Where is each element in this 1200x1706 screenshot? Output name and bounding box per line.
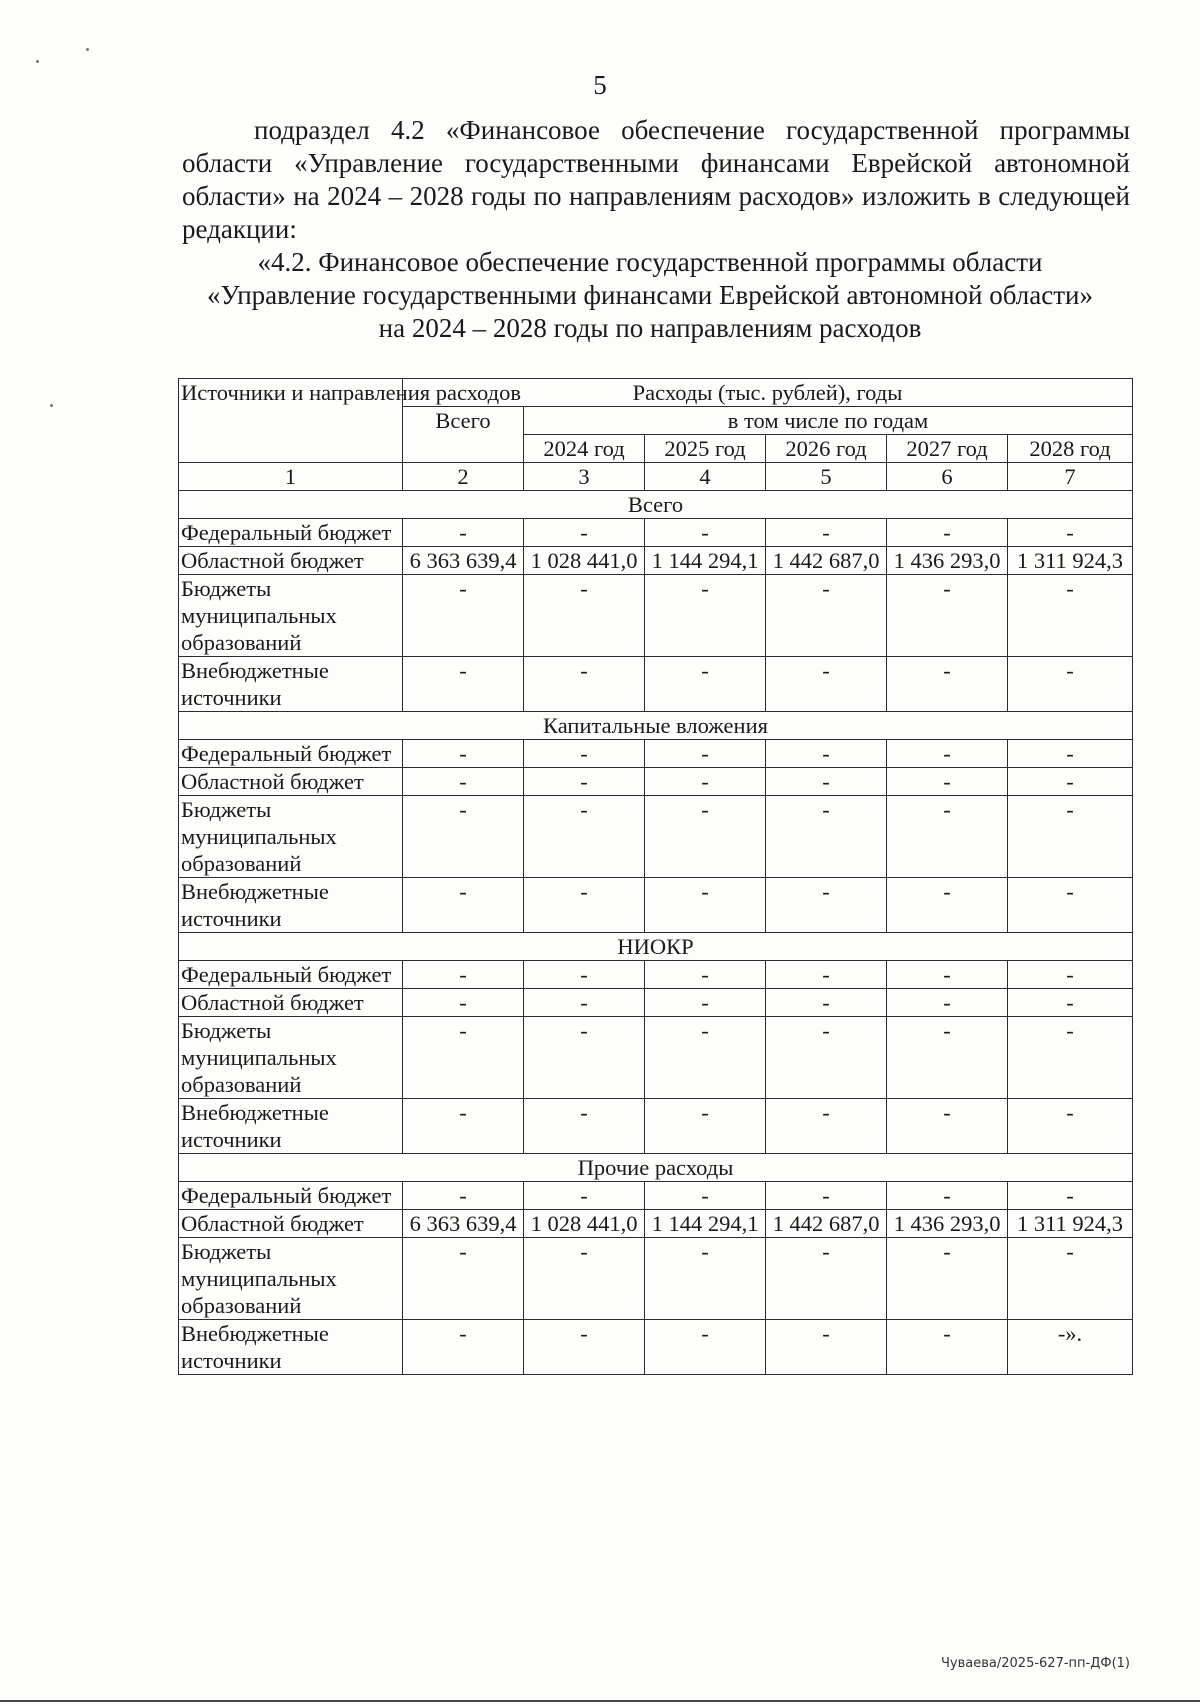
scan-bottom-edge — [0, 1700, 1200, 1702]
scan-speck — [50, 404, 53, 407]
header-year-cell: 2026 год — [766, 435, 887, 463]
header-expenses-cell: Расходы (тыс. рублей), годы — [403, 379, 1133, 407]
row-label-cell: Областной бюджет — [179, 547, 403, 575]
value-cell: - — [1008, 989, 1133, 1017]
value-cell: - — [1008, 657, 1133, 712]
value-cell: - — [403, 989, 524, 1017]
table-row — [179, 547, 1133, 575]
column-number-cell: 7 — [1008, 463, 1133, 491]
column-number-row — [179, 463, 1133, 491]
table-row — [179, 1099, 1133, 1154]
column-number-cell: 3 — [524, 463, 645, 491]
page-number: 5 — [593, 70, 607, 100]
value-cell: - — [645, 657, 766, 712]
value-cell: - — [766, 796, 887, 878]
value-cell: - — [887, 1238, 1008, 1320]
value-cell: - — [887, 1320, 1008, 1375]
header-row-1 — [179, 379, 1133, 407]
section-header-row — [179, 491, 1133, 519]
value-cell: - — [645, 519, 766, 547]
value-cell: - — [766, 768, 887, 796]
row-label-cell: Областной бюджет — [179, 1210, 403, 1238]
value-cell: - — [1008, 878, 1133, 933]
header-sources-cell: Источники и направления расходов — [179, 379, 403, 463]
value-cell: - — [766, 740, 887, 768]
financing-table-body — [179, 379, 1133, 1375]
row-label-cell: Областной бюджет — [179, 989, 403, 1017]
value-cell: 1 442 687,0 — [766, 1210, 887, 1238]
value-cell: - — [887, 1099, 1008, 1154]
row-label-cell: Областной бюджет — [179, 768, 403, 796]
table-row — [179, 519, 1133, 547]
value-cell: - — [403, 740, 524, 768]
value-cell: - — [1008, 575, 1133, 657]
value-cell: - — [403, 1017, 524, 1099]
value-cell: - — [887, 575, 1008, 657]
footer-document-code: Чуваева/2025-627-пп-ДФ(1) — [941, 1656, 1130, 1671]
value-cell: - — [403, 575, 524, 657]
value-cell: - — [524, 519, 645, 547]
row-label-cell: Бюджеты муниципальных образований — [179, 575, 403, 657]
section-heading — [150, 246, 1150, 345]
value-cell: - — [524, 740, 645, 768]
row-label-cell: Бюджеты муниципальных образований — [179, 796, 403, 878]
header-total-cell: Всего — [403, 407, 524, 463]
header-year-cell: 2027 год — [887, 435, 1008, 463]
table-row — [179, 1017, 1133, 1099]
value-cell: - — [403, 796, 524, 878]
section-header-row — [179, 933, 1133, 961]
value-cell: - — [645, 878, 766, 933]
value-cell: - — [645, 1320, 766, 1375]
row-label-cell: Федеральный бюджет — [179, 519, 403, 547]
row-label-cell: Внебюджетные источники — [179, 1099, 403, 1154]
value-cell: - — [524, 989, 645, 1017]
heading-line-3: на 2024 – 2028 годы по направлениям расходов — [378, 313, 922, 343]
value-cell: - — [1008, 1182, 1133, 1210]
value-cell: 1 311 924,3 — [1008, 1210, 1133, 1238]
value-cell: - — [524, 1099, 645, 1154]
table-row — [179, 1320, 1133, 1375]
value-cell: - — [1008, 519, 1133, 547]
value-cell: - — [766, 989, 887, 1017]
value-cell: - — [524, 878, 645, 933]
section-title-cell: Всего — [179, 491, 1133, 519]
value-cell: 6 363 639,4 — [403, 547, 524, 575]
value-cell: - — [766, 575, 887, 657]
column-number-cell: 5 — [766, 463, 887, 491]
value-cell: - — [887, 961, 1008, 989]
row-label-cell: Федеральный бюджет — [179, 961, 403, 989]
value-cell: - — [403, 1099, 524, 1154]
value-cell: - — [766, 1017, 887, 1099]
value-cell: - — [887, 1017, 1008, 1099]
value-cell: - — [887, 1182, 1008, 1210]
value-cell: - — [766, 657, 887, 712]
column-number-cell: 1 — [179, 463, 403, 491]
value-cell: - — [887, 989, 1008, 1017]
value-cell: - — [645, 1017, 766, 1099]
value-cell: - — [887, 740, 1008, 768]
value-cell: - — [1008, 1017, 1133, 1099]
value-cell: - — [403, 1320, 524, 1375]
value-cell: - — [403, 1182, 524, 1210]
table-row — [179, 657, 1133, 712]
value-cell: 1 144 294,1 — [645, 547, 766, 575]
value-cell: -». — [1008, 1320, 1133, 1375]
value-cell: - — [645, 575, 766, 657]
heading-line-1: «4.2. Финансовое обеспечение государственной программы области — [257, 247, 1043, 277]
value-cell: - — [1008, 1238, 1133, 1320]
value-cell: - — [766, 1099, 887, 1154]
section-header-row — [179, 1154, 1133, 1182]
value-cell: - — [524, 1017, 645, 1099]
header-by-years-cell: в том числе по годам — [524, 407, 1133, 435]
value-cell: - — [766, 878, 887, 933]
value-cell: - — [645, 740, 766, 768]
value-cell: - — [887, 519, 1008, 547]
table-row — [179, 1182, 1133, 1210]
table-row — [179, 768, 1133, 796]
section-header-row — [179, 712, 1133, 740]
value-cell: - — [645, 961, 766, 989]
value-cell: - — [524, 1320, 645, 1375]
value-cell: 1 028 441,0 — [524, 547, 645, 575]
value-cell: 1 028 441,0 — [524, 1210, 645, 1238]
value-cell: 1 144 294,1 — [645, 1210, 766, 1238]
value-cell: - — [403, 519, 524, 547]
value-cell: - — [645, 768, 766, 796]
value-cell: - — [645, 1099, 766, 1154]
heading-line-2: «Управление государственными финансами Еврейской автономной области» — [206, 280, 1093, 310]
value-cell: - — [403, 961, 524, 989]
section-title-cell: Прочие расходы — [179, 1154, 1133, 1182]
value-cell: - — [524, 657, 645, 712]
value-cell: - — [766, 961, 887, 989]
value-cell: - — [1008, 740, 1133, 768]
financing-table — [178, 378, 1133, 1375]
row-label-cell: Внебюджетные источники — [179, 657, 403, 712]
row-label-cell: Внебюджетные источники — [179, 878, 403, 933]
value-cell: - — [887, 878, 1008, 933]
value-cell: - — [524, 1182, 645, 1210]
scan-speck — [86, 48, 89, 51]
table-row — [179, 961, 1133, 989]
column-number-cell: 4 — [645, 463, 766, 491]
row-label-cell: Бюджеты муниципальных образований — [179, 1017, 403, 1099]
row-label-cell: Бюджеты муниципальных образований — [179, 1238, 403, 1320]
table-row — [179, 1238, 1133, 1320]
scan-speck — [36, 60, 39, 63]
value-cell: - — [403, 657, 524, 712]
value-cell: 1 436 293,0 — [887, 1210, 1008, 1238]
value-cell: - — [887, 657, 1008, 712]
intro-paragraph: подраздел 4.2 «Финансовое обеспечение государственной программы области «Управление государственными финансами Еврейской автономной области» на 2024 – 2028 годы по направлениям расходов» изложить в следующей редакции: — [182, 115, 1130, 244]
header-year-cell: 2028 год — [1008, 435, 1133, 463]
column-number-cell: 2 — [403, 463, 524, 491]
value-cell: - — [645, 1238, 766, 1320]
header-year-cell: 2025 год — [645, 435, 766, 463]
value-cell: - — [403, 878, 524, 933]
table-row — [179, 740, 1133, 768]
value-cell: - — [1008, 796, 1133, 878]
value-cell: 1 436 293,0 — [887, 547, 1008, 575]
table-row — [179, 989, 1133, 1017]
value-cell: - — [887, 796, 1008, 878]
value-cell: - — [524, 796, 645, 878]
value-cell: - — [403, 1238, 524, 1320]
value-cell: - — [403, 768, 524, 796]
column-number-cell: 6 — [887, 463, 1008, 491]
value-cell: - — [524, 575, 645, 657]
value-cell: - — [1008, 961, 1133, 989]
value-cell: - — [766, 1320, 887, 1375]
section-title-cell: НИОКР — [179, 933, 1133, 961]
value-cell: - — [766, 519, 887, 547]
value-cell: - — [766, 1238, 887, 1320]
value-cell: - — [1008, 768, 1133, 796]
value-cell: - — [887, 768, 1008, 796]
value-cell: - — [1008, 1099, 1133, 1154]
table-row — [179, 796, 1133, 878]
value-cell: - — [645, 1182, 766, 1210]
value-cell: 1 311 924,3 — [1008, 547, 1133, 575]
value-cell: - — [645, 989, 766, 1017]
table-row — [179, 1210, 1133, 1238]
value-cell: 1 442 687,0 — [766, 547, 887, 575]
row-label-cell: Федеральный бюджет — [179, 740, 403, 768]
section-title-cell: Капитальные вложения — [179, 712, 1133, 740]
value-cell: - — [645, 796, 766, 878]
value-cell: 6 363 639,4 — [403, 1210, 524, 1238]
table-row — [179, 575, 1133, 657]
table-row — [179, 878, 1133, 933]
row-label-cell: Федеральный бюджет — [179, 1182, 403, 1210]
value-cell: - — [524, 961, 645, 989]
row-label-cell: Внебюджетные источники — [179, 1320, 403, 1375]
header-year-cell: 2024 год — [524, 435, 645, 463]
value-cell: - — [524, 1238, 645, 1320]
value-cell: - — [524, 768, 645, 796]
value-cell: - — [766, 1182, 887, 1210]
